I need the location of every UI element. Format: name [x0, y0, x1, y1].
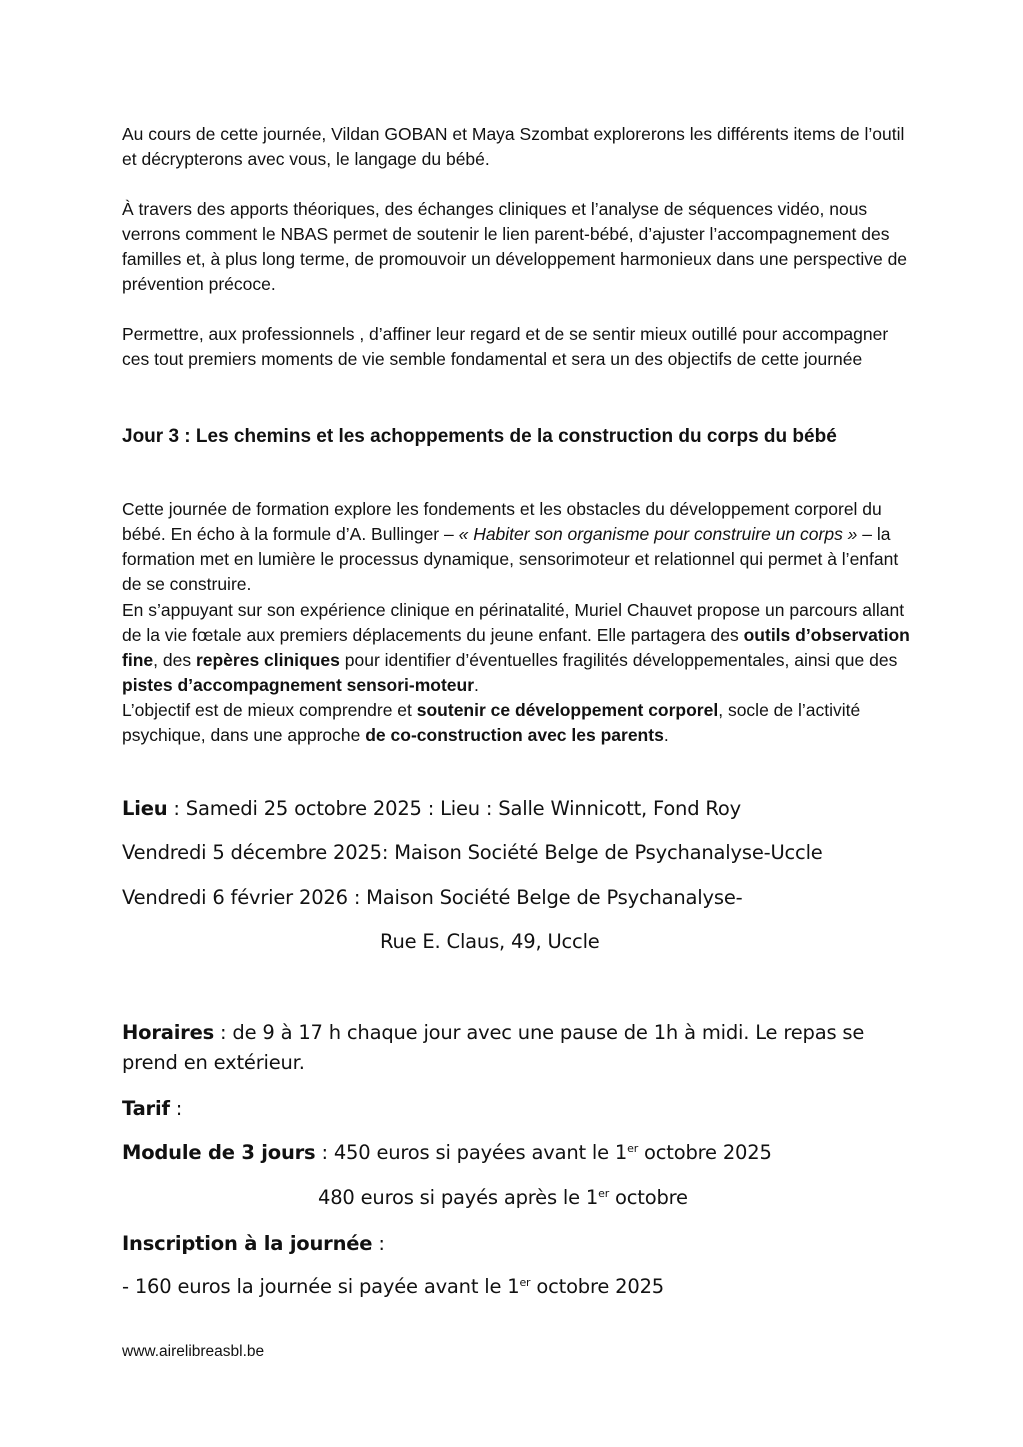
- module-price-line: Module de 3 jours : 450 euros si payées avant le 1er octobre 2025: [122, 1141, 772, 1164]
- lieu-address: Rue E. Claus, 49, Uccle: [380, 930, 600, 953]
- lieu-line-2: Vendredi 5 décembre 2025: Maison Société Belge de Psychanalyse-Uccle: [122, 841, 823, 864]
- module-price-late-line: 480 euros si payés après le 1er octobre: [318, 1186, 688, 1209]
- jour3-paragraph-3: L’objectif est de mieux comprendre et soutenir ce développement corporel, socle de l’activité psychique, dans une approche de co-construction avec les parents.: [122, 700, 861, 745]
- horaires-label: Horaires: [122, 1021, 215, 1044]
- lieu-line-3: Vendredi 6 février 2026 : Maison Société Belge de Psychanalyse-: [122, 886, 743, 909]
- jour3-title: Jour 3 : Les chemins et les achoppements de la construction du corps du bébé: [122, 426, 837, 447]
- horaires-line: Horaires : de 9 à 17 h chaque jour avec une pause de 1h à midi. Le repas se prend en extérieur.: [122, 1021, 865, 1074]
- lieu-label: Lieu: [122, 797, 168, 820]
- lieu-line-1: Lieu : Samedi 25 octobre 2025 : Lieu : Salle Winnicott, Fond Roy: [122, 797, 741, 820]
- inscription-heading: Inscription à la journée :: [122, 1232, 385, 1255]
- tarif-label: Tarif: [122, 1097, 170, 1120]
- intro-paragraph-2: À travers des apports théoriques, des échanges cliniques et l’analyse de séquences vidéo, nous verrons comment le NBAS permet de soutenir le lien parent-bébé, d’ajuster l’accompagnement des familles et, à plus long terme, de promouvoir un développement harmonieux dans une perspective de prévention précoce.: [122, 199, 908, 294]
- module-label: Module de 3 jours: [122, 1141, 316, 1164]
- jour3-paragraph-2: En s’appuyant sur son expérience clinique en périnatalité, Muriel Chauvet propose un parcours allant de la vie fœtale aux premiers déplacements du jeune enfant. Elle partagera des outils d’observation fine, des repères cliniques pour identifier d’éventuelles fragilités développementales, ainsi que des pistes d’accompagnement sensori-moteur.: [122, 600, 910, 695]
- jour3-paragraph-1: Cette journée de formation explore les fondements et les obstacles du développement corporel du bébé. En écho à la formule d’A. Bullinger – « Habiter son organisme pour construire un corps » – la formation met en lumière le processus dynamique, sensorimoteur et relationnel qui permet à l’enfant de se construire.: [122, 499, 899, 594]
- inscription-label: Inscription à la journée: [122, 1232, 373, 1255]
- tarif-heading: Tarif :: [122, 1097, 183, 1120]
- footer-website-url: www.airelibreasbl.be: [122, 1343, 265, 1360]
- bullinger-quote: « Habiter son organisme pour construire un corps »: [458, 524, 858, 544]
- journee-price-line: - 160 euros la journée si payée avant le 1er octobre 2025: [122, 1275, 664, 1298]
- intro-paragraph-1: Au cours de cette journée, Vildan GOBAN et Maya Szombat explorerons les différents items de l’outil et décrypterons avec vous, le langage du bébé.: [122, 124, 905, 169]
- intro-paragraph-3: Permettre, aux professionnels , d’affiner leur regard et de se sentir mieux outillé pour accompagner ces tout premiers moments de vie semble fondamental et sera un des objectifs de cette journée: [122, 324, 889, 369]
